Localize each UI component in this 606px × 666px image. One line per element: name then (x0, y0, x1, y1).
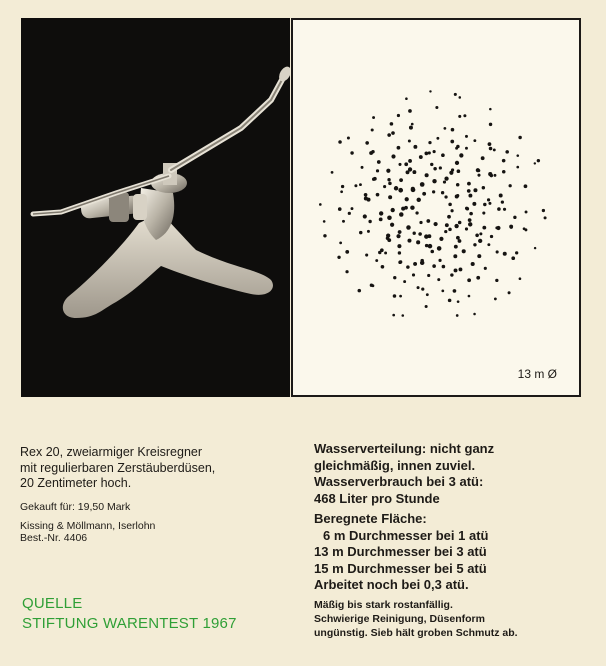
spray-dot (477, 169, 480, 172)
spray-dot (445, 223, 449, 227)
spray-dot (488, 202, 491, 205)
spray-dot (416, 240, 420, 244)
spray-dot (511, 256, 515, 260)
spray-dot (457, 169, 461, 173)
spray-dot (496, 250, 499, 253)
result-line: 15 m Durchmesser bei 5 atü (314, 560, 487, 576)
spray-dot (365, 141, 369, 145)
spray-dot (424, 152, 428, 156)
spray-dot (444, 230, 447, 233)
spray-dot (451, 128, 455, 132)
spray-dot (341, 185, 344, 188)
spray-dot (494, 298, 497, 301)
spray-dot (444, 195, 447, 198)
spray-dot (489, 147, 493, 151)
spray-dot (489, 108, 492, 111)
spray-dot (399, 178, 403, 182)
spray-dot (337, 256, 340, 259)
spray-dot (397, 114, 400, 117)
spray-dot (495, 279, 498, 282)
spray-dot (391, 131, 395, 135)
spray-dot (447, 215, 451, 219)
spray-dot (363, 214, 367, 218)
spray-dot (537, 159, 540, 162)
spray-dot (379, 211, 383, 215)
spray-dot (375, 259, 378, 262)
spray-dot (376, 169, 379, 172)
spray-dot (465, 135, 468, 138)
spray-dot (462, 249, 466, 253)
spray-dot (372, 178, 375, 181)
spray-dot (482, 186, 485, 189)
result-line: Wasserverteilung: nicht ganz (314, 441, 495, 456)
note-line: Schwierige Reinigung, Düsenform (314, 612, 485, 625)
spray-dot (484, 267, 487, 270)
spray-dot (371, 150, 374, 153)
spray-dot (471, 262, 475, 266)
spray-dot (342, 220, 345, 223)
spray-dot (404, 162, 408, 166)
spray-dot (467, 278, 471, 282)
spray-dot (398, 188, 403, 193)
spray-dot (428, 151, 431, 154)
spray-dot (456, 145, 460, 149)
spray-dot (398, 163, 401, 166)
diameter-label: 13 m Ø (517, 367, 557, 381)
purchase-price: Gekauft für: 19,50 Mark (20, 500, 131, 513)
spray-dot (493, 148, 496, 151)
spray-dot (472, 202, 476, 206)
spray-dot (424, 234, 428, 238)
spray-dot (413, 145, 417, 149)
spray-dot (453, 289, 457, 293)
spray-dot (421, 288, 424, 291)
spray-dot (473, 188, 477, 192)
spray-dot (516, 166, 519, 169)
spray-dot (430, 163, 433, 166)
spray-dot (387, 238, 391, 242)
spray-dot (476, 276, 480, 280)
spray-dot (412, 170, 416, 174)
spray-dot (456, 183, 460, 187)
spray-dot (430, 250, 434, 254)
spray-dot (542, 209, 545, 212)
maker-line: Kissing & Möllmann, Iserlohn (20, 519, 156, 532)
spray-dot (405, 197, 409, 201)
spray-dot (410, 205, 414, 209)
spray-dot (404, 206, 408, 210)
spray-dot (487, 243, 490, 246)
spray-dot (441, 191, 444, 194)
spray-dot (448, 299, 452, 303)
spray-dot (390, 223, 394, 227)
spray-dot (412, 273, 415, 276)
spray-dot (347, 136, 350, 139)
spray-dot (519, 277, 522, 280)
spray-dot (523, 227, 526, 230)
spray-dot (439, 166, 442, 169)
spray-dot (468, 222, 472, 226)
spray-dot (534, 247, 536, 249)
spray-dot (354, 184, 357, 187)
spray-dot (396, 234, 400, 238)
spray-dot (509, 184, 512, 187)
spray-dot (394, 186, 398, 190)
spray-dot (425, 305, 428, 308)
spray-dot (439, 237, 443, 241)
spray-dot (401, 314, 404, 317)
spray-dot (399, 260, 402, 263)
spray-dot (442, 265, 446, 269)
spray-dot (403, 280, 406, 283)
source-line-2: STIFTUNG WARENTEST 1967 (22, 615, 237, 632)
spray-dot (358, 289, 362, 293)
result-line: Arbeitet noch bei 0,3 atü. (314, 577, 469, 592)
spray-dot (379, 217, 383, 221)
spray-dot (432, 190, 435, 193)
spray-dot (509, 225, 513, 229)
spray-dot (456, 236, 460, 240)
spray-pattern-panel (291, 18, 581, 397)
spray-dot (399, 295, 402, 298)
spray-dot (388, 195, 392, 199)
spray-dot (468, 194, 472, 198)
result-line: 468 Liter pro Stunde (314, 490, 440, 506)
spray-dot (407, 239, 411, 243)
spray-dot (450, 273, 453, 276)
spray-dot (386, 169, 390, 173)
spray-dot (455, 195, 459, 199)
source-line-1: QUELLE (22, 595, 83, 612)
spray-dot (432, 264, 436, 268)
spray-dot (489, 123, 492, 126)
spray-dot (479, 232, 482, 235)
spray-dot (454, 245, 458, 249)
spray-dot (488, 142, 492, 146)
spray-dot (449, 171, 453, 175)
spray-dot (453, 254, 457, 258)
spray-dot (397, 146, 401, 150)
spray-dot (477, 174, 480, 177)
spray-dot (405, 97, 408, 100)
spray-dot (391, 154, 395, 158)
spray-dot (339, 242, 342, 245)
spray-dot (361, 166, 364, 169)
spray-dot (482, 211, 485, 214)
spray-dot (478, 239, 482, 243)
spray-dot (384, 252, 387, 255)
spray-dot (490, 174, 494, 178)
spray-dot (503, 208, 506, 211)
spray-dot (348, 212, 351, 215)
product-description (20, 445, 300, 544)
result-line: Wasserverbrauch bei 3 atü: (314, 474, 484, 489)
spray-dot (457, 300, 460, 303)
spray-dot-pattern (293, 20, 579, 395)
spray-dot (465, 147, 468, 150)
spray-dot (319, 203, 322, 206)
spray-dot (408, 140, 411, 143)
spray-dot (398, 251, 401, 254)
manufacturer (20, 520, 300, 544)
spray-dot (468, 218, 472, 222)
spray-dot (433, 150, 436, 153)
spray-dot (497, 207, 501, 211)
source-credit (22, 594, 237, 634)
spray-dot (372, 116, 375, 119)
spray-dot (544, 216, 547, 219)
spray-dot (411, 123, 414, 126)
note-line: ungünstig. Sieb hält groben Schmutz ab. (314, 626, 518, 639)
spray-dot (417, 286, 420, 289)
spray-dot (502, 170, 506, 174)
spray-dot (365, 253, 368, 256)
spray-dot (419, 221, 422, 224)
spray-dot (406, 265, 409, 268)
spray-dot (459, 267, 463, 271)
spray-dot (518, 136, 521, 139)
test-results (314, 441, 594, 640)
spray-dot (415, 211, 418, 214)
spray-dot (443, 180, 446, 183)
spray-dot (467, 189, 471, 193)
spray-dot (435, 106, 438, 109)
spray-dot (441, 153, 445, 157)
spray-dot (482, 226, 486, 230)
spray-dot (454, 268, 458, 272)
result-line: Beregnete Fläche: (314, 511, 427, 526)
note-line: Mäßig bis stark rostanfällig. (314, 598, 453, 611)
spray-dot (475, 234, 479, 238)
spray-dot (359, 183, 362, 186)
spray-dot (371, 128, 374, 131)
spray-dot (391, 208, 395, 212)
spray-dot (408, 167, 412, 171)
spray-dot (458, 115, 461, 118)
maker-line: Best.-Nr. 4406 (20, 531, 88, 544)
spray-dot (448, 203, 452, 207)
spray-dot (454, 93, 457, 96)
spray-dot (398, 230, 402, 234)
spray-dot (433, 167, 436, 170)
spray-dot (429, 90, 431, 92)
spray-dot (399, 212, 404, 217)
spray-dot (534, 162, 536, 164)
spray-dot (397, 244, 401, 248)
spray-dot (468, 295, 471, 298)
spray-dot (448, 228, 452, 232)
spray-dot (387, 133, 391, 137)
spray-dot (420, 182, 425, 187)
spray-dot (338, 207, 342, 211)
spray-dot (501, 200, 504, 203)
spray-dot (411, 187, 415, 191)
spray-dot (392, 314, 395, 317)
spray-dot (367, 230, 370, 233)
spray-dot (419, 155, 423, 159)
spray-dot (465, 207, 468, 210)
spray-dot (371, 284, 374, 287)
spray-dot (450, 140, 454, 144)
spray-dot (345, 250, 349, 254)
spray-dot (525, 210, 528, 213)
spray-dot (418, 232, 422, 236)
spray-dot (383, 185, 386, 188)
spray-dot (516, 154, 519, 157)
spray-dot (393, 276, 396, 279)
spray-dot (469, 212, 473, 216)
spray-dot (417, 198, 421, 202)
spray-dot (450, 209, 453, 212)
spray-dot (426, 293, 429, 296)
spray-dot (459, 153, 463, 157)
spray-dot (425, 173, 429, 177)
spray-dot (477, 254, 481, 258)
spray-dot (494, 174, 497, 177)
spray-dot (359, 231, 362, 234)
spray-dot (513, 216, 516, 219)
spray-dot (413, 232, 416, 235)
spray-dot (351, 207, 354, 210)
spray-dot (490, 235, 493, 238)
sprinkler-illustration (21, 18, 290, 397)
spray-dot (390, 122, 394, 126)
spray-dot (455, 161, 459, 165)
spray-dot (406, 225, 411, 230)
spray-dot (481, 156, 485, 160)
spray-dot (331, 171, 334, 174)
spray-dot (432, 179, 436, 183)
spray-dot (524, 184, 528, 188)
spray-dot (425, 244, 428, 247)
spray-dot (393, 294, 397, 298)
spray-dot (377, 160, 381, 164)
spray-dot (503, 252, 507, 256)
spray-dot (338, 140, 342, 144)
result-line: 6 m Durchmesser bei 1 atü (323, 527, 489, 543)
spray-dot (408, 159, 412, 163)
spray-dot (420, 259, 423, 262)
product-title (20, 445, 300, 492)
spray-dot (409, 126, 413, 130)
spray-dot (458, 221, 462, 225)
spray-dot (463, 114, 466, 117)
spray-dot (495, 226, 498, 229)
spray-dot (459, 96, 462, 99)
spray-dot (465, 227, 468, 230)
spray-dot (345, 270, 348, 273)
spray-dot (458, 239, 462, 243)
spray-dot (413, 262, 417, 266)
spray-dot (508, 291, 511, 294)
spray-dot (340, 190, 343, 193)
sprinkler-photo (21, 18, 290, 397)
spray-dot (376, 193, 380, 197)
product-line: mit regulierbaren Zerstäuberdüsen, (20, 460, 216, 475)
result-line: gleichmäßig, innen zuviel. (314, 457, 476, 473)
spray-dot (436, 137, 439, 140)
spray-dot (350, 151, 353, 154)
spray-dot (473, 139, 476, 142)
spray-dot (473, 313, 476, 316)
spray-dot (387, 178, 390, 181)
spray-dot (426, 219, 430, 223)
spray-dot (427, 274, 430, 277)
spray-dot (483, 203, 486, 206)
spray-dot (467, 182, 471, 186)
product-line: 20 Zentimeter hoch. (20, 476, 132, 490)
spray-dot (505, 150, 509, 154)
spray-dot (434, 222, 438, 226)
spray-dot (499, 193, 503, 197)
spray-dot (444, 176, 448, 180)
spray-dot (437, 246, 442, 251)
spray-dot (323, 234, 326, 237)
spray-dot (473, 243, 476, 246)
spray-dot (388, 182, 392, 186)
spray-dot (378, 251, 381, 254)
spray-dot (437, 278, 440, 281)
spray-dot (487, 198, 490, 201)
spray-dot (422, 192, 426, 196)
spray-dot (456, 314, 459, 317)
spray-dot (381, 265, 385, 269)
spray-dot (364, 193, 368, 197)
result-line: 13 m Durchmesser bei 3 atü (314, 544, 487, 559)
spray-dot (368, 220, 371, 223)
spray-dot (428, 244, 433, 249)
spray-dot (441, 289, 444, 292)
spray-dot (387, 215, 392, 220)
spray-dot (408, 109, 412, 113)
spray-dot (386, 233, 390, 237)
spray-dot (367, 198, 371, 202)
spray-dot (428, 141, 431, 144)
product-line: Rex 20, zweiarmiger Kreisregner (20, 445, 203, 459)
spray-dot (515, 251, 518, 254)
spray-dot (502, 159, 506, 163)
spray-dot (438, 259, 441, 262)
spray-dot (323, 220, 326, 223)
spray-dot (443, 127, 446, 130)
spray-dot (454, 224, 458, 228)
